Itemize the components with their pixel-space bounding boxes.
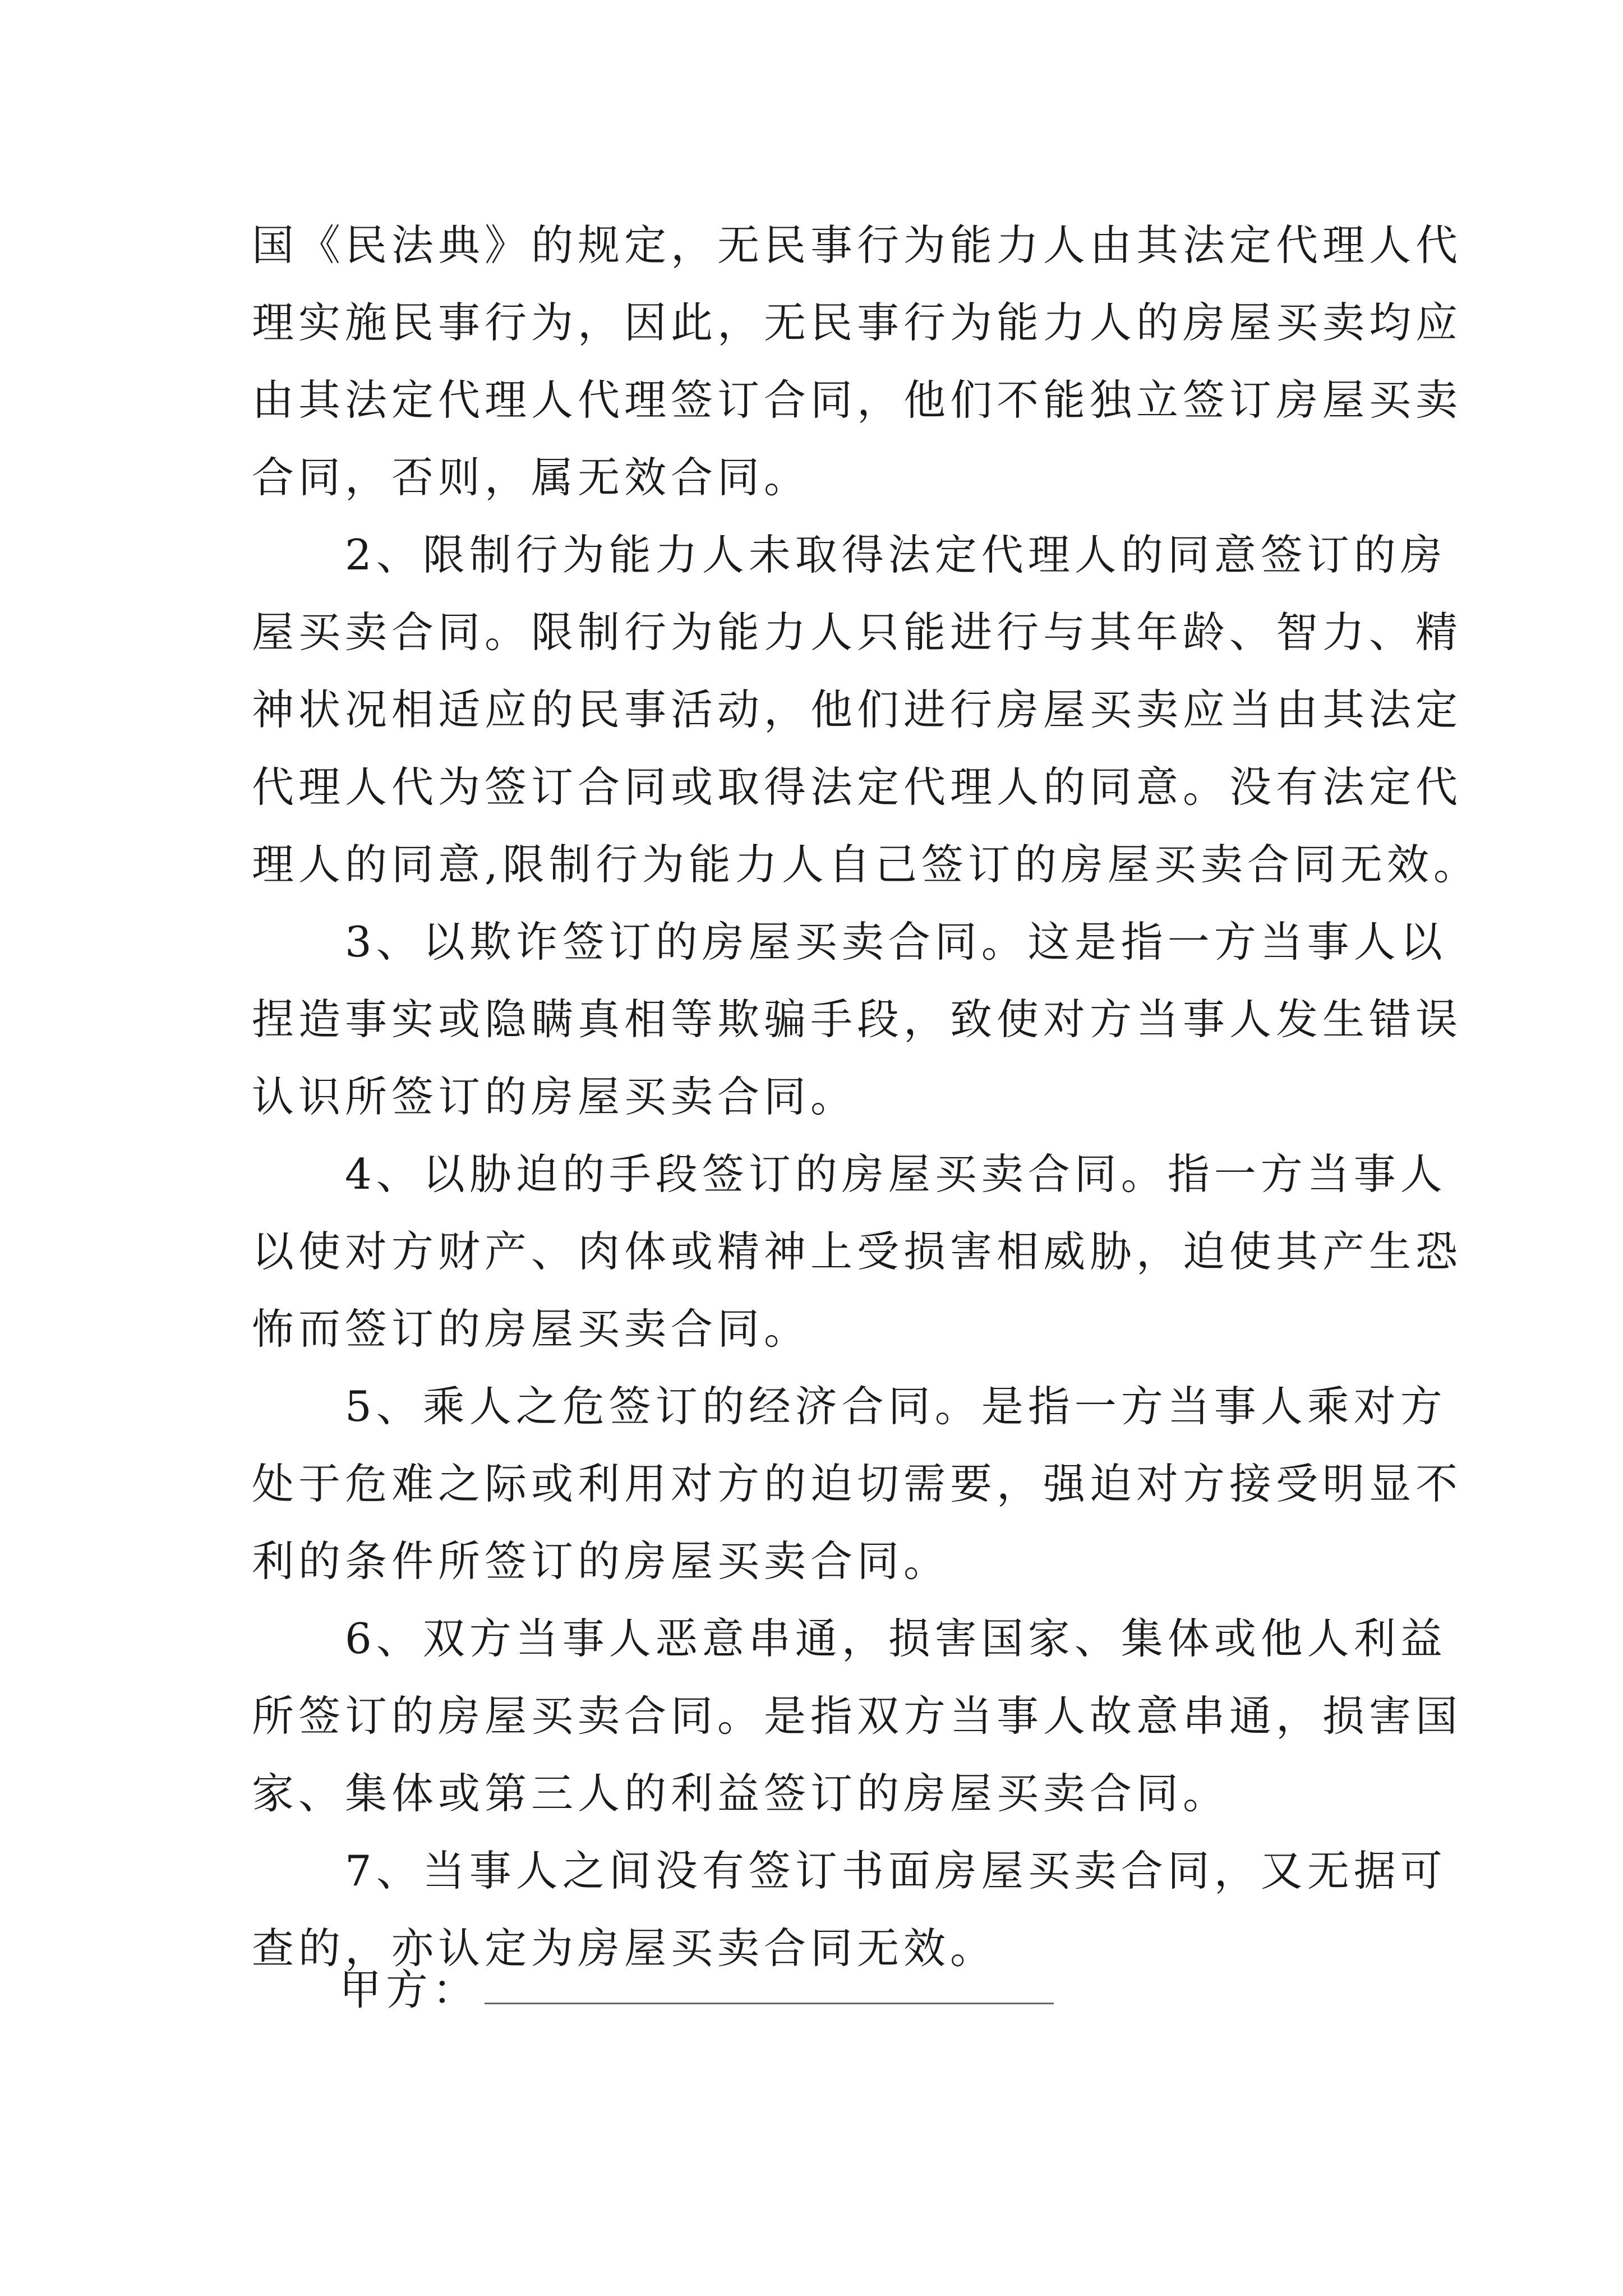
text-line: 所签订的房屋买卖合同。是指双方当事人故意串通，损害国 [252, 1691, 1463, 1741]
text-line: 由其法定代理人代理签订合同，他们不能独立签订房屋买卖 [252, 375, 1463, 425]
text-line: 7、当事人之间没有签订书面房屋买卖合同，又无据可 [252, 1846, 1447, 1895]
party-a-label: 甲方： [339, 1965, 479, 2014]
text-line: 怖而签订的房屋买卖合同。 [252, 1304, 811, 1354]
text-line: 4、以胁迫的手段签订的房屋买卖合同。指一方当事人 [252, 1149, 1447, 1199]
text-line: 以使对方财产、肉体或精神上受损害相威胁，迫使其产生恐 [252, 1227, 1463, 1276]
text-line: 理人的同意,限制行为能力人自己签订的房屋买卖合同无效。 [252, 840, 1480, 889]
text-line: 5、乘人之危签订的经济合同。是指一方当事人乘对方 [252, 1382, 1447, 1431]
text-line: 屋买卖合同。限制行为能力人只能进行与其年龄、智力、精 [252, 608, 1463, 657]
text-line: 代理人代为签订合同或取得法定代理人的同意。没有法定代 [252, 762, 1463, 812]
text-line: 合同，否则，属无效合同。 [252, 453, 811, 502]
text-line: 3、以欺诈签订的房屋买卖合同。这是指一方当事人以 [252, 917, 1447, 967]
party-a-signature [339, 1951, 1054, 2028]
text-line: 查的，亦认定为房屋买卖合同无效。 [252, 1924, 997, 1973]
party-a-blank-line [485, 1969, 1054, 2004]
text-line: 认识所签订的房屋买卖合同。 [252, 1072, 857, 1121]
document-body [252, 206, 1480, 1987]
text-line: 捏造事实或隐瞒真相等欺骗手段，致使对方当事人发生错误 [252, 995, 1463, 1044]
text-line: 理实施民事行为，因此，无民事行为能力人的房屋买卖均应 [252, 298, 1463, 347]
text-line: 利的条件所签订的房屋买卖合同。 [252, 1536, 951, 1586]
text-line: 6、双方当事人恶意串通，损害国家、集体或他人利益 [252, 1614, 1447, 1663]
text-line: 神状况相适应的民事活动，他们进行房屋买卖应当由其法定 [252, 685, 1463, 734]
text-line: 国《民法典》的规定，无民事行为能力人由其法定代理人代 [252, 220, 1463, 270]
text-line: 处于危难之际或利用对方的迫切需要，强迫对方接受明显不 [252, 1459, 1463, 1508]
text-line: 2、限制行为能力人未取得法定代理人的同意签订的房 [252, 530, 1447, 579]
text-line: 家、集体或第三人的利益签订的房屋买卖合同。 [252, 1769, 1230, 1818]
